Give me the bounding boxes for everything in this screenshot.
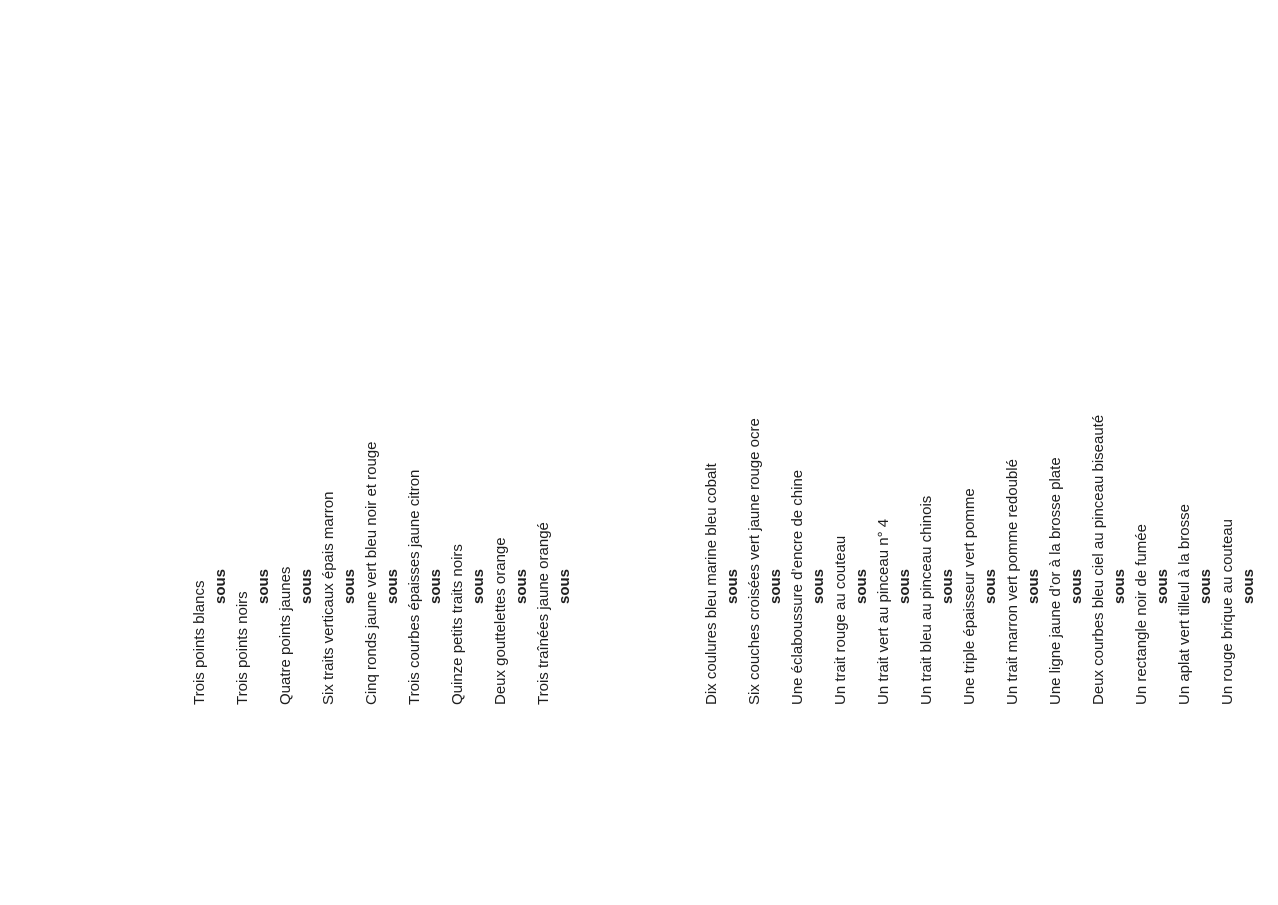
poem-line: Un trait rouge au couteau <box>832 535 849 705</box>
poem-line-sous: sous <box>853 568 870 604</box>
poem-line: Quinze petits traits noirs <box>449 544 466 705</box>
poem-line: Un rouge brique au couteau <box>1219 519 1236 705</box>
poem-line-sous: sous <box>1068 568 1085 604</box>
poem-line-sous: sous <box>724 568 741 604</box>
poem-line-sous: sous <box>470 568 487 604</box>
poem-line-sous: sous <box>939 568 956 604</box>
poem-line: Une éclaboussure d’encre de chine <box>789 469 806 705</box>
poem-line-sous: sous <box>767 568 784 604</box>
poem-line: Six traits verticaux épais marron <box>320 491 337 705</box>
poem-line: Un aplat vert tilleul à la brosse <box>1176 504 1193 705</box>
poem-line-sous: sous <box>1197 568 1214 604</box>
poem-line: Trois courbes épaisses jaune citron <box>406 469 423 705</box>
poem-line: Cinq ronds jaune vert bleu noir et rouge <box>363 441 380 705</box>
poem-line-sous: sous <box>1240 568 1257 604</box>
poem-line-sous: sous <box>341 568 358 604</box>
poem-line: Un trait vert au pinceau n° 4 <box>875 518 892 705</box>
poem-line: Un rectangle noir de fumée <box>1133 524 1150 705</box>
poem-line: Une triple épaisseur vert pomme <box>961 488 978 705</box>
poem-line: Quatre points jaunes <box>277 566 294 705</box>
poem-line-sous: sous <box>1154 568 1171 604</box>
poem-line: Six couches croisées vert jaune rouge ocre <box>746 418 763 705</box>
poem-line-sous: sous <box>212 568 229 604</box>
poem-line-sous: sous <box>513 568 530 604</box>
poem-line-sous: sous <box>896 568 913 604</box>
poem-line-sous: sous <box>427 568 444 604</box>
poem-line-sous: sous <box>1111 568 1128 604</box>
poem-line: Une ligne jaune d’or à la brosse plate <box>1047 457 1064 705</box>
poem-line: Trois traînées jaune orangé <box>535 522 552 705</box>
poem-line: Un trait marron vert pomme redoublé <box>1004 459 1021 705</box>
poem-line-sous: sous <box>1025 568 1042 604</box>
poem-line-sous: sous <box>556 568 573 604</box>
poem-line: Deux courbes bleu ciel au pinceau biseauté <box>1090 414 1107 705</box>
poem-line-sous: sous <box>255 568 272 604</box>
poem-line: Deux gouttelettes orange <box>492 537 509 705</box>
poem-line: Trois points blancs <box>191 580 208 705</box>
poem-line: Trois points noirs <box>234 591 251 705</box>
poem-line-sous: sous <box>298 568 315 604</box>
poem-line: Un trait bleu au pinceau chinois <box>918 495 935 705</box>
poem-line-sous: sous <box>810 568 827 604</box>
poem-line: Dix coulures bleu marine bleu cobalt <box>703 463 720 705</box>
poem-line-sous: sous <box>384 568 401 604</box>
poem-line-sous: sous <box>982 568 999 604</box>
